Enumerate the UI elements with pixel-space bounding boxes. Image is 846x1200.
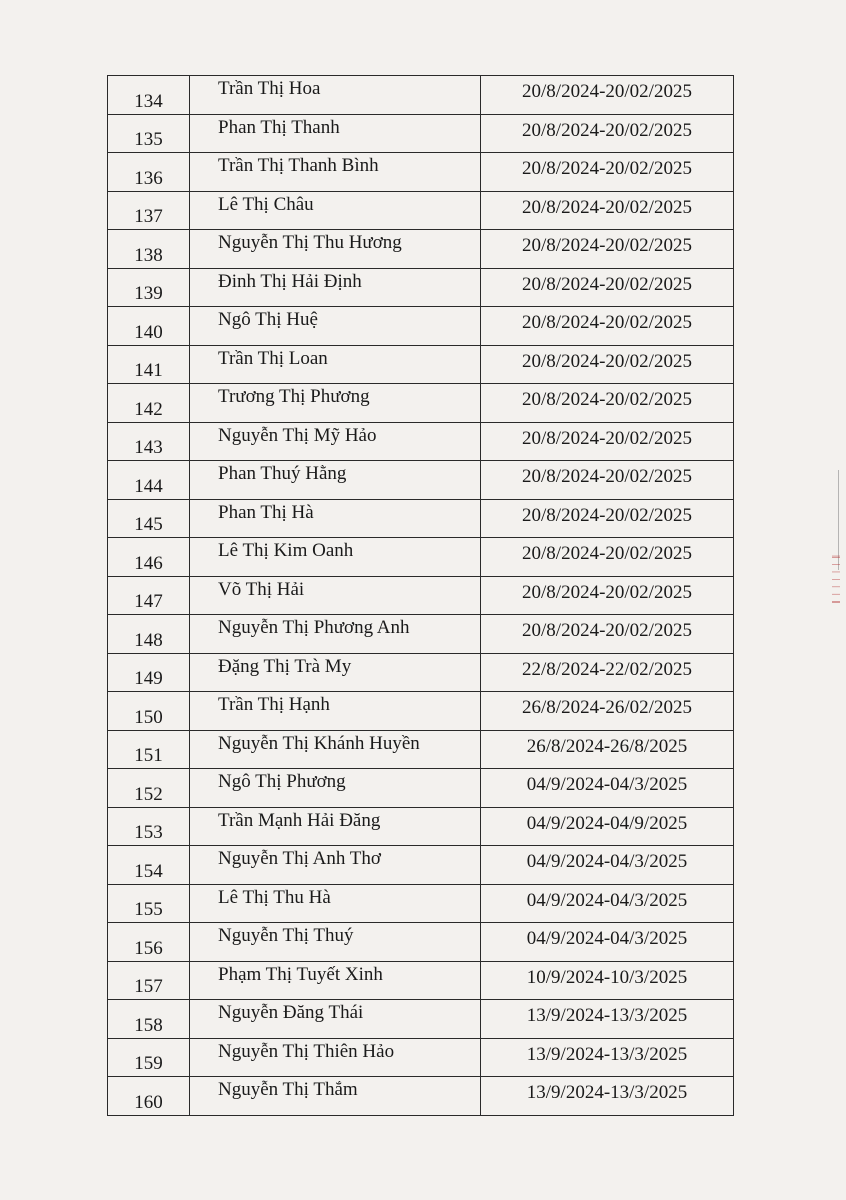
row-number-cell	[108, 846, 190, 885]
period-cell	[481, 384, 734, 423]
full-name-cell	[190, 384, 481, 423]
full-name-cell-text: Ngô Thị Phương	[218, 771, 346, 792]
row-number-cell	[108, 76, 190, 115]
table-row	[108, 961, 734, 1000]
period-cell	[481, 268, 734, 307]
row-number-cell-text: 147	[134, 591, 163, 612]
period-cell	[481, 422, 734, 461]
period-cell	[481, 807, 734, 846]
table-row	[108, 461, 734, 500]
period-cell	[481, 1077, 734, 1116]
row-number-cell-text: 145	[134, 514, 163, 535]
full-name-cell-text: Nguyễn Thị Thuý	[218, 925, 354, 946]
full-name-cell	[190, 1000, 481, 1039]
full-name-cell-text: Phan Thị Thanh	[218, 116, 340, 138]
full-name-cell-text: Nguyễn Thị Khánh Huyền	[218, 732, 420, 754]
row-number-cell	[108, 576, 190, 615]
roster-table-body	[108, 76, 734, 1116]
period-cell-text: 20/8/2024-20/02/2025	[522, 581, 692, 603]
row-number-cell	[108, 1038, 190, 1077]
full-name-cell-text: Lê Thị Châu	[218, 193, 314, 215]
row-number-cell	[108, 114, 190, 153]
period-cell	[481, 191, 734, 230]
full-name-cell-text: Phạm Thị Tuyết Xinh	[218, 963, 383, 985]
full-name-cell	[190, 846, 481, 885]
period-cell	[481, 114, 734, 153]
row-number-cell	[108, 499, 190, 538]
full-name-cell	[190, 114, 481, 153]
row-number-cell	[108, 692, 190, 731]
table-row	[108, 615, 734, 654]
row-number-cell	[108, 345, 190, 384]
period-cell-text: 22/8/2024-22/02/2025	[522, 658, 692, 680]
row-number-cell	[108, 191, 190, 230]
period-cell-text: 13/9/2024-13/3/2025	[526, 1043, 688, 1065]
period-cell	[481, 730, 734, 769]
period-cell-text: 13/9/2024-13/3/2025	[526, 1082, 688, 1104]
full-name-cell	[190, 961, 481, 1000]
row-number-cell-text: 144	[134, 475, 163, 497]
row-number-cell-text: 156	[134, 937, 163, 959]
period-cell	[481, 961, 734, 1000]
row-number-cell	[108, 807, 190, 846]
full-name-cell-text: Nguyễn Thị Thu Hương	[218, 232, 402, 253]
period-cell-text: 04/9/2024-04/3/2025	[526, 889, 688, 911]
full-name-cell-text: Nguyễn Thị Mỹ Hảo	[218, 424, 377, 446]
table-row	[108, 114, 734, 153]
full-name-cell-text: Võ Thị Hải	[218, 578, 305, 600]
full-name-cell-text: Trần Thị Thanh Bình	[218, 155, 379, 176]
row-number-cell	[108, 230, 190, 269]
full-name-cell	[190, 191, 481, 230]
row-number-cell-text: 154	[134, 860, 163, 882]
table-row	[108, 807, 734, 846]
table-row	[108, 730, 734, 769]
period-cell-text: 04/9/2024-04/9/2025	[526, 812, 688, 834]
period-cell-text: 04/9/2024-04/3/2025	[526, 851, 688, 873]
period-cell-text: 20/8/2024-20/02/2025	[522, 466, 692, 488]
period-cell-text: 20/8/2024-20/02/2025	[522, 389, 692, 411]
row-number-cell-text: 146	[134, 552, 163, 574]
period-cell-text: 20/8/2024-20/02/2025	[522, 81, 692, 103]
row-number-cell-text: 159	[134, 1053, 163, 1074]
full-name-cell	[190, 769, 481, 808]
row-number-cell-text: 151	[134, 745, 163, 766]
table-row	[108, 384, 734, 423]
table-row	[108, 923, 734, 962]
full-name-cell-text: Phan Thị Hà	[218, 501, 314, 523]
full-name-cell	[190, 730, 481, 769]
row-number-cell-text: 141	[134, 360, 163, 381]
full-name-cell	[190, 307, 481, 346]
full-name-cell	[190, 807, 481, 846]
full-name-cell	[190, 230, 481, 269]
table-row	[108, 538, 734, 577]
full-name-cell-text: Nguyễn Thị Thiên Hảo	[218, 1040, 395, 1062]
period-cell	[481, 846, 734, 885]
row-number-cell-text: 140	[134, 321, 163, 343]
row-number-cell-text: 158	[134, 1014, 163, 1036]
row-number-cell-text: 136	[134, 167, 163, 189]
period-cell-text: 20/8/2024-20/02/2025	[522, 196, 692, 218]
table-row	[108, 153, 734, 192]
row-number-cell-text: 138	[134, 244, 163, 266]
period-cell	[481, 461, 734, 500]
period-cell-text: 20/8/2024-20/02/2025	[522, 158, 692, 180]
period-cell	[481, 76, 734, 115]
row-number-cell	[108, 538, 190, 577]
period-cell-text: 20/8/2024-20/02/2025	[522, 543, 692, 565]
period-cell	[481, 923, 734, 962]
full-name-cell-text: Nguyễn Thị Thắm	[218, 1079, 358, 1100]
roster-table	[107, 75, 734, 1116]
period-cell	[481, 653, 734, 692]
period-cell	[481, 307, 734, 346]
full-name-cell	[190, 1077, 481, 1116]
full-name-cell-text: Nguyễn Đăng Thái	[218, 1002, 364, 1023]
row-number-cell	[108, 307, 190, 346]
full-name-cell-text: Nguyễn Thị Anh Thơ	[218, 848, 381, 869]
period-cell	[481, 576, 734, 615]
period-cell-text: 13/9/2024-13/3/2025	[526, 1005, 688, 1027]
row-number-cell-text: 137	[134, 206, 163, 227]
full-name-cell	[190, 653, 481, 692]
row-number-cell	[108, 153, 190, 192]
period-cell-text: 26/8/2024-26/8/2025	[526, 735, 688, 757]
full-name-cell	[190, 923, 481, 962]
full-name-cell-text: Đặng Thị Trà My	[218, 655, 352, 677]
period-cell	[481, 1000, 734, 1039]
row-number-cell-text: 142	[134, 398, 163, 420]
full-name-cell-text: Lê Thị Thu Hà	[218, 886, 331, 908]
row-number-cell	[108, 730, 190, 769]
full-name-cell	[190, 153, 481, 192]
full-name-cell	[190, 692, 481, 731]
row-number-cell	[108, 1077, 190, 1116]
period-cell-text: 20/8/2024-20/02/2025	[522, 273, 692, 295]
row-number-cell	[108, 769, 190, 808]
period-cell	[481, 153, 734, 192]
table-row	[108, 1000, 734, 1039]
full-name-cell	[190, 615, 481, 654]
period-cell	[481, 1038, 734, 1077]
row-number-cell-text: 155	[134, 899, 163, 920]
table-row	[108, 1077, 734, 1116]
period-cell	[481, 884, 734, 923]
table-row	[108, 307, 734, 346]
full-name-cell	[190, 1038, 481, 1077]
full-name-cell-text: Trương Thị Phương	[218, 386, 370, 407]
full-name-cell-text: Trần Thị Loan	[218, 347, 328, 369]
period-cell-text: 10/9/2024-10/3/2025	[526, 966, 688, 988]
full-name-cell-text: Ngô Thị Huệ	[218, 309, 318, 330]
full-name-cell	[190, 576, 481, 615]
table-row	[108, 846, 734, 885]
row-number-cell-text: 150	[134, 706, 163, 728]
row-number-cell	[108, 384, 190, 423]
table-row	[108, 884, 734, 923]
period-cell-text: 20/8/2024-20/02/2025	[522, 235, 692, 257]
period-cell-text: 20/8/2024-20/02/2025	[522, 427, 692, 449]
row-number-cell	[108, 268, 190, 307]
period-cell-text: 04/9/2024-04/3/2025	[526, 928, 688, 950]
row-number-cell	[108, 884, 190, 923]
row-number-cell	[108, 461, 190, 500]
period-cell	[481, 692, 734, 731]
full-name-cell	[190, 345, 481, 384]
full-name-cell	[190, 76, 481, 115]
full-name-cell-text: Trần Mạnh Hải Đăng	[218, 809, 381, 831]
period-cell-text: 20/8/2024-20/02/2025	[522, 119, 692, 141]
full-name-cell	[190, 499, 481, 538]
table-row	[108, 576, 734, 615]
table-row	[108, 76, 734, 115]
period-cell	[481, 538, 734, 577]
period-cell-text: 20/8/2024-20/02/2025	[522, 504, 692, 526]
row-number-cell	[108, 615, 190, 654]
full-name-cell	[190, 268, 481, 307]
period-cell-text: 20/8/2024-20/02/2025	[522, 312, 692, 334]
period-cell-text: 04/9/2024-04/3/2025	[526, 774, 688, 796]
row-number-cell	[108, 653, 190, 692]
table-row	[108, 769, 734, 808]
row-number-cell	[108, 1000, 190, 1039]
table-row	[108, 230, 734, 269]
full-name-cell	[190, 884, 481, 923]
period-cell-text: 20/8/2024-20/02/2025	[522, 620, 692, 642]
full-name-cell-text: Lê Thị Kim Oanh	[218, 540, 354, 561]
full-name-cell-text: Đinh Thị Hải Định	[218, 270, 362, 292]
row-number-cell-text: 149	[134, 668, 163, 689]
row-number-cell	[108, 422, 190, 461]
table-row	[108, 345, 734, 384]
row-number-cell	[108, 961, 190, 1000]
row-number-cell-text: 160	[134, 1091, 163, 1113]
full-name-cell	[190, 461, 481, 500]
table-row	[108, 653, 734, 692]
row-number-cell-text: 139	[134, 283, 163, 304]
table-row	[108, 268, 734, 307]
row-number-cell-text: 143	[134, 437, 163, 458]
period-cell-text: 26/8/2024-26/02/2025	[522, 697, 692, 719]
period-cell-text: 20/8/2024-20/02/2025	[522, 350, 692, 372]
red-margin-stamp: ǁ ǀ ǀ ǀ ǀ ǀ ǁ	[829, 555, 843, 605]
table-row	[108, 191, 734, 230]
row-number-cell-text: 134	[134, 90, 163, 112]
period-cell	[481, 345, 734, 384]
row-number-cell-text: 157	[134, 976, 163, 997]
full-name-cell	[190, 538, 481, 577]
row-number-cell-text: 152	[134, 783, 163, 805]
row-number-cell-text: 153	[134, 822, 163, 843]
period-cell	[481, 230, 734, 269]
full-name-cell	[190, 422, 481, 461]
full-name-cell-text: Trần Thị Hoa	[218, 78, 321, 99]
table-row	[108, 692, 734, 731]
row-number-cell-text: 135	[134, 129, 163, 150]
full-name-cell-text: Phan Thuý Hằng	[218, 463, 347, 484]
row-number-cell-text: 148	[134, 629, 163, 651]
period-cell	[481, 615, 734, 654]
table-row	[108, 1038, 734, 1077]
full-name-cell-text: Trần Thị Hạnh	[218, 694, 330, 715]
table-row	[108, 499, 734, 538]
row-number-cell	[108, 923, 190, 962]
full-name-cell-text: Nguyễn Thị Phương Anh	[218, 617, 410, 638]
period-cell	[481, 769, 734, 808]
table-row	[108, 422, 734, 461]
period-cell	[481, 499, 734, 538]
